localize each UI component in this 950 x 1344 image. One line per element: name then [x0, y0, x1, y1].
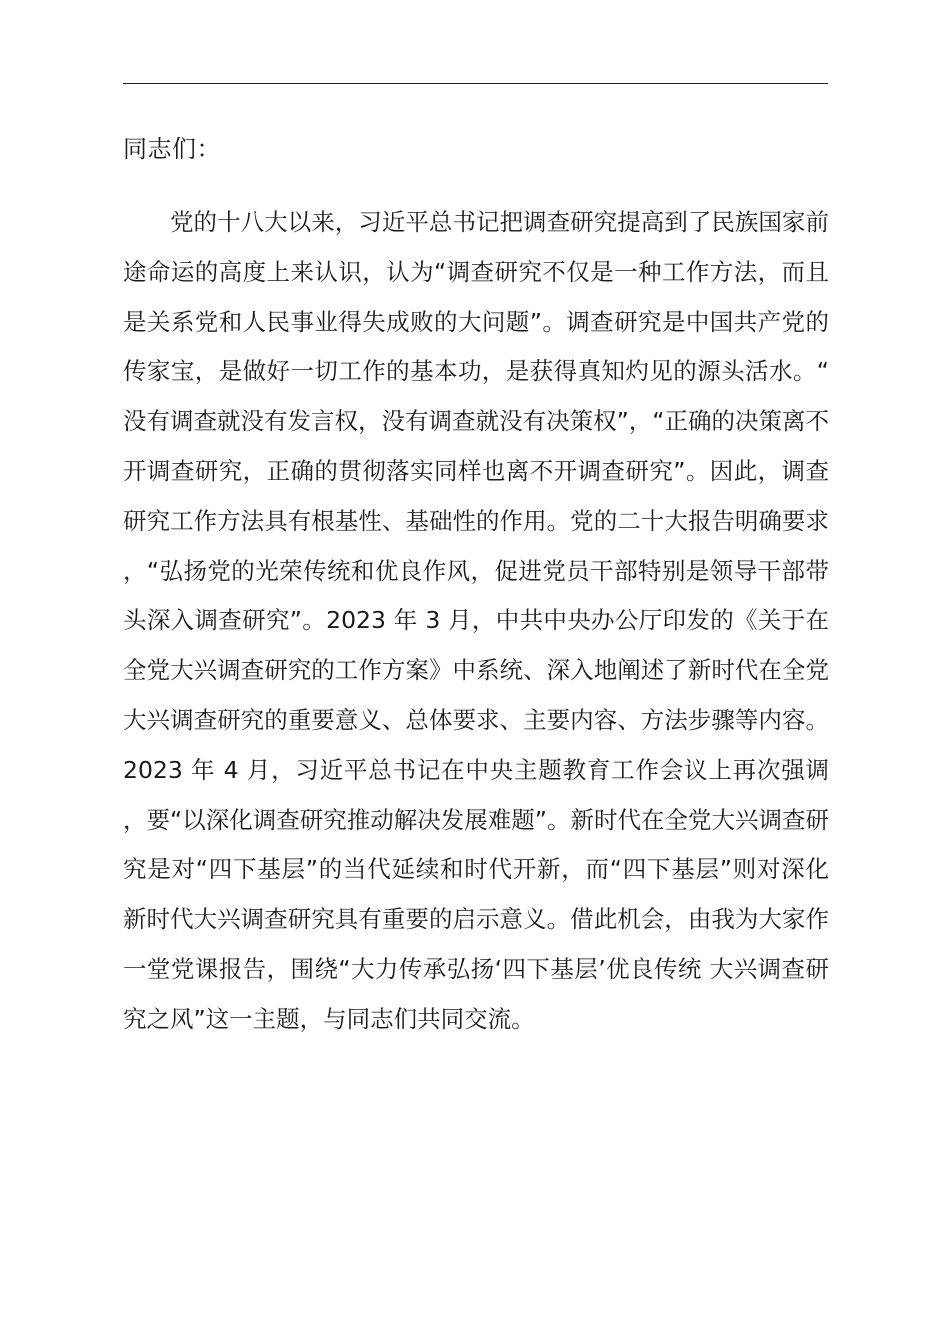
- body-paragraph: 党的十八大以来，习近平总书记把调查研究提高到了民族国家前途命运的高度上来认识，认为“调查研究不仅是一种工作方法，而且是关系党和人民事业得失成败的大问题”。调查研究是中国共产党的传家宝，是做好一切工作的基本功，是获得真知灼见的源头活水。“没有调查就没有发言权，没有调查就没有决策权”，“正确的决策离不开调查研究，正确的贯彻落实同样也离不开调查研究”。因此，调查研究工作方法具有根基性、基础性的作用。党的二十大报告明确要求，“弘扬党的光荣传统和优良作风，促进党员干部特别是领导干部带头深入调查研究”。2023 年 3 月，中共中央办公厅印发的《关于在全党大兴调查研究的工作方案》中系统、深入地阐述了新时代在全党大兴调查研究的重要意义、总体要求、主要内容、方法步骤等内容。2023 年 4 月，习近平总书记在中央主题教育工作会议上再次强调，要“以深化调查研究推动解决发展难题”。新时代在全党大兴调查研究是对“四下基层”的当代延续和时代开新，而“四下基层”则对深化新时代大兴调查研究具有重要的启示意义。借此机会，由我为大家作一堂党课报告，围绕“大力传承弘扬‘四下基层’优良传统 大兴调查研究之风”这一主题，与同志们共同交流。: [123, 208, 829, 1033]
- salutation: 同志们：: [123, 135, 221, 163]
- header-rule: [123, 83, 828, 84]
